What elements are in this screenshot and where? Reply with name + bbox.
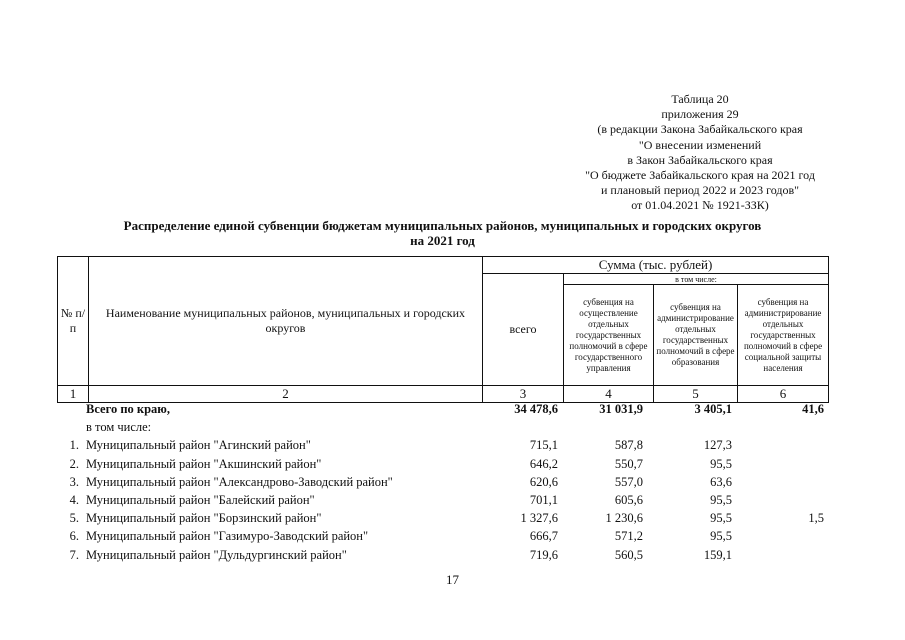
value-total: 1 327,6 [520,511,558,526]
value-total: 646,2 [529,456,558,471]
row-name: Муниципальный район "Борзинский район" [86,511,322,526]
page-number: 17 [446,572,459,587]
value-total: 666,7 [529,529,558,544]
row-index: 6. [69,529,79,544]
value-total: 719,6 [529,547,558,562]
row-index: 2. [69,456,79,471]
header-line: "О бюджете Забайкальского края на 2021 год [585,168,815,183]
including-row [57,420,828,438]
col-index-cell: 2 [89,386,483,403]
value-sub1: 550,7 [614,456,643,471]
including-label: в том числе: [86,420,152,435]
value-total: 620,6 [529,474,558,489]
row-index: 1. [69,438,79,453]
col-total-header: всего [483,274,564,386]
total-row [57,402,828,420]
row-name: Муниципальный район "Агинский район" [86,438,311,453]
col-number-header: № п/п [58,257,89,386]
appendix-header [560,92,840,214]
col-name-header: Наименование муниципальных районов, муниципальных и городских округов [89,257,483,386]
col-index-cell: 6 [738,386,829,403]
header-line: Таблица 20 [671,92,729,106]
table-body [57,402,828,566]
header-line: в Закон Забайкальского края [627,152,773,167]
row-name: Всего по краю, [86,402,170,416]
value-total: 701,1 [529,492,558,507]
row-index: 3. [69,474,79,489]
table-row [57,511,828,529]
value-sub2: 63,6 [710,474,732,489]
value-sub1: 31 031,9 [599,402,643,416]
value-sub3: 1,5 [808,511,824,526]
row-name: Муниципальный район "Газимуро-Заводский район" [86,529,369,544]
table-row [57,529,828,547]
header-line: "О внесении изменений [638,137,762,152]
row-index: 4. [69,492,79,507]
table-row [57,475,828,493]
table-row [57,493,828,511]
header-line: и плановый период 2022 и 2023 годов" [600,183,800,198]
col-index-cell: 1 [58,386,89,403]
row-name: Муниципальный район "Александрово-Заводский район" [86,474,393,489]
document-title [90,218,795,248]
title-line: на 2021 год [410,233,475,248]
value-sub2: 95,5 [710,529,732,544]
header-line: (в редакции Закона Забайкальского края [597,122,803,137]
row-name: Муниципальный район "Дульдургинский район" [86,547,347,562]
value-sub1: 560,5 [614,547,643,562]
value-sub2: 159,1 [703,547,732,562]
col-index-cell: 4 [564,386,654,403]
row-name: Муниципальный район "Акшинский район" [86,456,322,471]
value-sub1: 1 230,6 [605,511,643,526]
col-index-cell: 5 [654,386,738,403]
value-sub1: 557,0 [614,474,643,489]
row-index: 5. [69,511,79,526]
header-line: приложения 29 [661,107,739,122]
value-sub2: 127,3 [703,438,732,453]
table-row [57,438,828,456]
value-sub2: 3 405,1 [694,402,732,416]
row-name: Муниципальный район "Балейский район" [86,492,315,507]
table-header [57,256,829,403]
value-sub3: 41,6 [802,402,824,416]
value-sub2: 95,5 [710,456,732,471]
col-sub1-header: субвенция на осуществление отдельных государственных полномочий в сфере государственного управления [564,285,654,386]
value-sub1: 605,6 [614,492,643,507]
col-index-cell: 3 [483,386,564,403]
table-row [57,548,828,566]
value-sub1: 587,8 [614,438,643,453]
value-sub2: 95,5 [710,511,732,526]
title-line: Распределение единой субвенции бюджетам муниципальных районов, муниципальных и городских округов [123,218,762,233]
table-row [57,457,828,475]
including-header: в том числе: [564,274,829,285]
header-line: от 01.04.2021 № 1921-ЗЗК) [631,198,769,213]
row-index: 7. [69,547,79,562]
value-total: 715,1 [529,438,558,453]
value-sub1: 571,2 [614,529,643,544]
col-sub3-header: субвенция на администрирование отдельных государственных полномочий в сфере социальной защиты населения [738,285,829,386]
value-sub2: 95,5 [710,492,732,507]
sum-group-header: Сумма (тыс. рублей) [483,257,829,274]
value-total: 34 478,6 [514,402,558,416]
col-sub2-header: субвенция на администрирование отдельных государственных полномочий в сфере образования [654,285,738,386]
